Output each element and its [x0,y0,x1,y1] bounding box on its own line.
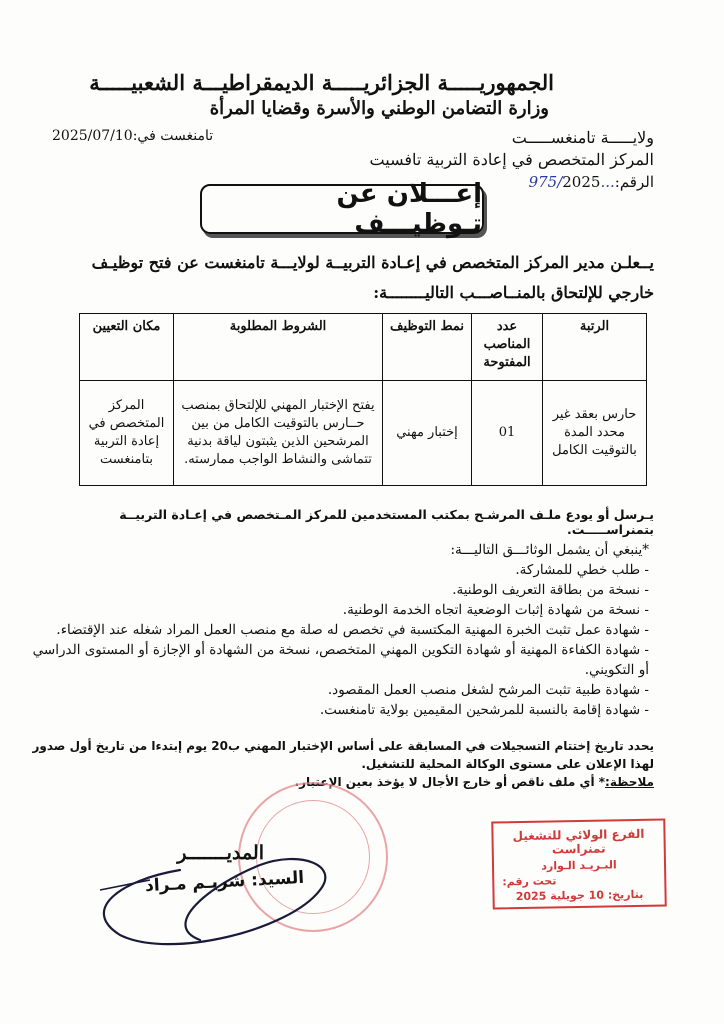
list-item: - شهادة طبية تثبت المرشح لشغل منصب العمل المقصود. [327,682,649,698]
stamp-date: بتاريخ: 10 جويلية 2025 [515,887,644,904]
table-row [80,381,647,486]
list-item: - طلب خطي للمشاركة. [515,562,649,578]
header-conditions: الشروط المطلوبة [174,314,383,381]
table-header-row [80,314,647,381]
note-label: ملاحظة: [605,775,654,789]
received-stamp [491,818,667,909]
cell-location: المركز المتخصص في إعادة التربية بتامنغست [80,381,174,486]
stamp-mail: البـريـد الـوارد [541,858,617,873]
documents-intro: *ينبغي أن يشمل الوثائـــق التاليـــة: [450,542,649,558]
director-name: السيد: شريـم مـراد [144,867,305,897]
issue-date: تامنغست في:2025/07/10 [52,128,214,144]
note-line [295,775,654,789]
stamp-number: تحت رقم: [502,874,557,889]
intro-paragraph: يــعلـن مدير المركز المتخصص في إعـادة التربيــة لولايـــة تامنغست عن فتح توظيـف خارجي للإلتحاق بالمنــاصـــب التاليــــــــة: [91,253,654,302]
republic-heading: الجمهوريـــــة الجزائريـــــة الديمقراطيـــة الشعبيـــــة [89,70,554,95]
list-item: - شهادة إقامة بالنسبة للمرشحين المقيمين بولاية تامنغست. [319,702,649,718]
send-instructions: يـرسل أو يودع ملـف المرشـح بمكتب المستخدمين للمركز المـتخصص في إعـادة التربيــة بتمنراســـــت. [119,507,654,537]
announcement-title: إعـــلان عن تـوظيـــف [200,184,484,234]
cell-count: 01 [472,381,543,486]
director-title: المديـــــــر [177,842,264,864]
list-item: - شهادة عمل تثبت الخبرة المهنية المكتسبة في تخصص له صلة مع منصب العمل المراد شغله عند الإقتضاء. [56,622,649,638]
list-item: - شهادة الكفاءة المهنية أو شهادة التكوين المهني المتخصص، نسخة من الشهادة أو الإجازة أو المستوى الدراسي أو التكويني. [32,642,649,678]
ministry-heading: وزارة التضامن الوطني والأسرة وقضايا المرأة [209,98,549,119]
stamp-office: الفرع الولائي للتشغيل تمنراست [512,826,645,857]
reference-value: ...975/ [528,173,615,191]
cell-grade: حارس بعقد غير محدد المدة بالتوقيت الكامل [543,381,647,486]
list-item: - نسخة من بطاقة التعريف الوطنية. [452,582,649,598]
required-documents [29,540,649,720]
header-location: مكان التعيين [80,314,174,381]
header-mode: نمط التوظيف [383,314,472,381]
deadline-paragraph: يحدد تاريخ إختتام التسجيلات في المسابقة على أساس الإختبار المهني ب20 يوم إبتدءا من تاريخ أول صدور لهذا الإعلان على مستوى الوكالة المحلية للتشغيل. [32,739,654,771]
wilaya-line: ولايـــــة تامنغســـــت [511,128,654,147]
note-text: * أي ملف ناقص أو خارج الأجال لا يؤخذ بعين الإعتبار. [294,775,606,789]
header-grade: الرتبة [543,314,647,381]
positions-table [79,313,647,486]
reference-label: الرقم: [614,173,654,191]
cell-conditions: يفتح الإختبار المهني للإلتحاق بمنصب حــارس بالتوقيت الكامل من بين المرشحين الذين يثبتون لياقة بدنية تتماشى والنشاط الواجب ممارسته. [174,381,383,486]
reference-number [529,173,654,191]
list-item: - نسخة من شهادة إثبات الوضعية اتجاه الخدمة الوطنية. [342,602,649,618]
reference-year: 2025 [562,173,601,191]
center-line: المركز المتخصص في إعادة التربية تافسيت [369,150,654,169]
header-count: عدد المناصب المفتوحة [472,314,543,381]
cell-mode: إختبار مهني [383,381,472,486]
